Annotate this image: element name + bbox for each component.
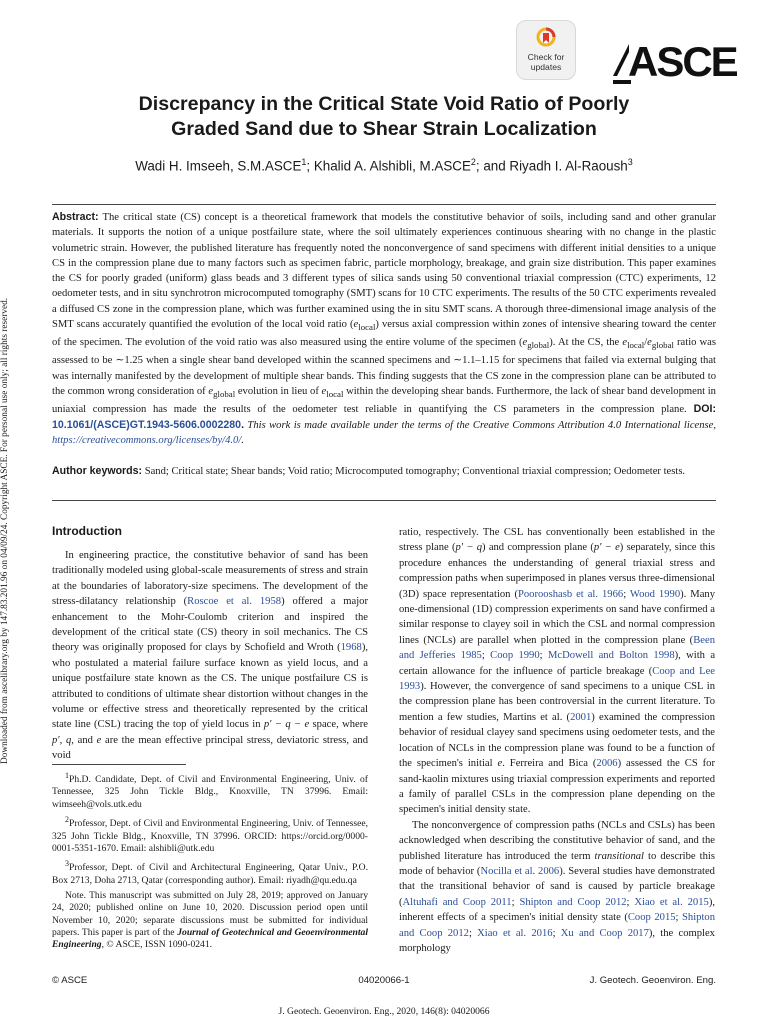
left-column-body: [52, 548, 368, 764]
badge-label: [517, 53, 575, 72]
sub-global: global: [527, 340, 550, 351]
download-notice-text: Downloaded from ascelibrary.org by 147.83.201.96 on 04/09/24. Copyright ASCE. For personal use only; all rights reserved.: [0, 297, 10, 764]
abstract-bottom-rule: [52, 500, 716, 501]
footer-copyright: © ASCE: [52, 975, 88, 986]
paragraph: [52, 548, 368, 764]
fn-mark: 1: [65, 771, 69, 780]
sub-local: local: [326, 389, 344, 400]
citation-link[interactable]: 2006: [596, 758, 618, 770]
citation-link[interactable]: Roscoe et al. 1958: [187, 596, 282, 608]
sym-e: e: [353, 318, 359, 330]
math: p′: [52, 734, 60, 746]
doi-label: DOI:: [686, 403, 716, 416]
math: p′ − q − e: [263, 719, 310, 731]
text: ) and compression plane (: [482, 542, 594, 554]
sym-e: e: [647, 337, 652, 349]
text: ). However, the convergence of sand specimens to a unique CSL in the compression plane has been controversial in the current literature. To mention a few studies, Martins et al. (: [399, 681, 715, 723]
abstract-label: Abstract:: [52, 211, 99, 223]
doi-link[interactable]: 10.1061/(ASCE)GT.1943-5606.0002280: [52, 418, 242, 431]
citation-link[interactable]: Nocilla et al. 2006: [480, 865, 560, 877]
doi-end: .: [241, 418, 245, 431]
text: The nonconvergence of compression paths (NCLs and CSLs) has been acknowledged when describing the constitutive behavior of sand, and the published literature has introduced the term: [399, 819, 715, 862]
text: ;: [511, 896, 520, 908]
text: ), the complex morphology: [399, 927, 715, 954]
text: space, where: [309, 719, 368, 731]
note-text: Note. This manuscript was submitted on July 28, 2019; approved on January 24, 2020; published online on June 10, 2020. Discussion period open until November 10, 2020; separate discussions must be submitted for individual papers. This paper is part of the: [52, 889, 368, 938]
abstract: [52, 210, 716, 448]
fn-mark: 2: [65, 815, 69, 825]
sub-global: global: [651, 340, 674, 351]
citation-link[interactable]: 2001: [570, 711, 592, 723]
abstract-text: The critical state (CS) concept is a theoretical framework that models the constitutive behavior of soils, including sand and other granular materials. It supports the notion of a unique postfailure state, where the soil ultimately experiences continuous shearing with no change in the plastic volumetric strain. However, the published literature has frequently noted the nonconvergence of sand specimens with different initial densities to a unique CS in the compression plane due to many factors such as specimen fabric, particle morphology, breakage, and grain size distribution. This paper examines the CS for poorly graded (uniform) glass beads and 3 different types of silica sands using 50 conventional triaxial compression (CTC) experiments, 12 oedometer tests, and in situ synchrotron microcomputed tomography (SMT) scans for 10 CTC experiments. The results of the 50 CTC experiments revealed a diffused CS zone in the compression plane, which was further examined using the in situ SMT scans. A thorough three-dimensional image analysis of the SMT scans accurately quantified the evolution of the local void ratio (: [52, 212, 716, 330]
affil-3: 3: [627, 157, 633, 167]
text: are the mean effective principal stress, deviatoric stress, and void: [52, 734, 369, 762]
asce-logo-text: ASCE: [628, 38, 737, 85]
keywords-text: Sand; Critical state; Shear bands; Void ratio; Microcomputed tomography; Conventional triaxial compression; Oedometer tests.: [142, 466, 686, 477]
author-keywords: [52, 464, 716, 480]
bottom-citation: J. Geotech. Geoenviron. Eng., 2020, 146(8): 04020066: [278, 1006, 490, 1017]
text: ). Several studies have demonstrated that the transitional behavior of sand is caused by particle breakage (: [399, 865, 715, 908]
paper-title: [60, 92, 708, 142]
footnotes: [52, 770, 368, 954]
footer-page-id: 04020066-1: [358, 975, 410, 986]
text: ,: [59, 734, 66, 746]
sym-e: e: [622, 337, 628, 349]
abstract-text: within the developing shear bands. Furthermore, the lack of shear band development in uniaxial compression has made the results of the oedometer test reliable in quantifying the CS parameters in the compression plane.: [52, 385, 716, 416]
abstract-text: evolution in lieu of: [235, 385, 322, 397]
badge-line2: updates: [530, 61, 562, 72]
footnote-3: [52, 858, 368, 887]
submission-note: [52, 890, 368, 951]
citation-link[interactable]: Altuhafi and Coop 2011: [402, 896, 512, 908]
title-line-2: Graded Sand due to Shear Strain Localization: [171, 118, 597, 140]
download-notice: [0, 244, 10, 764]
text: ) examined the compression behavior of residual clayey sand specimens using oedometer tests, and the location of NCLs in the compression plane was found to be a function of the specimen's initial: [399, 711, 715, 770]
sym-e: e: [321, 385, 327, 397]
citation-link[interactable]: McDowell and Bolton 1998: [547, 650, 675, 662]
text: ) offered a major enhancement to the Mohr-Coulomb criterion and inspired the development of the critical state (CS) theory in soil mechanics. The CS theory was originally proposed for clays by Schofield and Wroth (: [52, 596, 368, 654]
bookmark-ribbon-icon: [536, 27, 556, 47]
footnote-rule: [52, 764, 186, 765]
text: ), with a certain allowance for the influence of particle breakage (: [399, 650, 716, 677]
footnote-1: [52, 770, 368, 811]
sym-e: e: [208, 385, 214, 397]
text: ;: [481, 650, 491, 662]
math: q: [65, 734, 72, 746]
sym-e: e: [522, 337, 528, 349]
license-link[interactable]: https://creativecommons.org/licenses/by/4.0/: [52, 434, 242, 446]
text: ;: [623, 588, 630, 600]
keywords-label: Author keywords:: [52, 465, 143, 477]
math: e: [96, 734, 102, 746]
license-end: .: [241, 434, 244, 446]
section-heading-introduction: Introduction: [52, 524, 122, 538]
term: transitional: [594, 850, 644, 862]
text: In engineering practice, the constitutive behavior of sand has been traditionally modeled using global-scale measurements of stress and strain at the boundaries of laboratory-size specimens. The development of the stress-dilatancy relationship (: [52, 550, 368, 608]
badge-line1: Check for: [527, 52, 565, 62]
text: ), who postulated a material failure surface known as yield locus, and a unique postfailure state known as the CS. The unique postfailure CS is attributed to conditions of ultimate shear distortion without changes in the volume or effective stress and theoretically represented by the critical state line (CSL) tracing the top of yield locus in: [52, 642, 368, 731]
text: ;: [626, 896, 635, 908]
sub-local: local: [627, 340, 645, 351]
sub-local: local: [358, 321, 376, 332]
text: ;: [539, 650, 548, 662]
abstract-text: ratio was assessed to be ∼1.25 when a single shear band developed within the scanned specimens and ∼1.1–1.15 for specimens that failed via external bulging that was internally manifested by the development of multiple shear bands. This finding suggests that the CS zone in the compression plane can be attributed to the common wrong consideration of: [52, 337, 717, 397]
right-column-body: [399, 525, 715, 956]
text: ratio, respectively. The CSL has conventionally been established in the stress plane (: [399, 527, 715, 554]
sub-global: global: [213, 389, 236, 400]
text: to describe this mode of behavior (: [399, 850, 715, 877]
math: e: [497, 758, 503, 770]
asce-logo: [611, 40, 741, 84]
citation-link[interactable]: 1968: [340, 642, 362, 654]
author-3: ; and Riyadh I. Al-Raoush: [475, 158, 628, 174]
abstract-top-rule: [52, 204, 716, 205]
abstract-text: ) versus axial compression within zones of intensive shearing toward the center of the specimen. The evolution of the void ratio was also measured using the entire volume of the specimen (: [52, 318, 716, 349]
affil-1: 1: [301, 157, 307, 167]
author-2: ; Khalid A. Alshibli, M.ASCE: [306, 158, 471, 174]
text: ;: [552, 927, 561, 939]
text: ), inherent effects of a specimen's initial density state (: [399, 896, 715, 924]
text: . Ferreira and Bica (: [502, 758, 597, 770]
author-1: Wadi H. Imseeh, S.M.ASCE: [135, 158, 302, 174]
text: , and: [71, 734, 97, 746]
footnote-2: [52, 814, 368, 855]
text: ;: [675, 912, 683, 924]
math: p′ − e: [593, 542, 620, 554]
license-text: This work is made available under the terms of the Creative Commons Attribution 4.0 International license,: [244, 419, 716, 431]
text: ). Many one-dimensional (1D) compression experiments on sand have confirmed a similar response to clayey soil in which the CSL and normal compression lines (NCLs) are parallel when plotted in the compression plane (: [399, 588, 715, 646]
citation-link[interactable]: Xiao et al. 2016: [477, 927, 553, 939]
author-list: [40, 157, 728, 173]
affil-2: 2: [470, 157, 476, 167]
fn-text: Ph.D. Candidate, Dept. of Civil and Environmental Engineering, Univ. of Tennessee, 325 John Tickle Bldg., Knoxville, TN 37996. Email: wimseeh@vols.utk.edu: [52, 774, 368, 810]
note-text: , © ASCE, ISSN 1090-0241.: [101, 939, 213, 951]
text: ) separately, since this procedure enhances the understanding of general triaxial stress and compression paths when superimposed in planes versus three-dimensional (3D) space representation (: [399, 542, 716, 600]
check-for-updates-badge[interactable]: [516, 20, 576, 80]
citation-link[interactable]: Shipton and Coop 2012: [519, 896, 627, 908]
math: p′ − q: [455, 542, 483, 554]
citation-link[interactable]: Wood 1990: [629, 588, 681, 600]
citation-link[interactable]: Coop and Lee 1993: [399, 665, 715, 693]
sym-slash: /: [644, 337, 648, 349]
citation-link[interactable]: Been and Jefferies 1985: [399, 634, 715, 662]
abstract-text: ). At the CS, the: [549, 337, 623, 349]
text: ) assessed the CS for sand-kaolin mixtures using triaxial compression experiments and reported a family of parallel CSLs in the compression plane depending on the specimen's initial density state.: [399, 758, 715, 816]
journal-name: Journal of Geotechnical and Geoenvironmental Engineering: [52, 926, 368, 951]
footer-journal: J. Geotech. Geoenviron. Eng.: [589, 975, 716, 986]
paragraph: [399, 525, 715, 818]
fn-text: Professor, Dept. of Civil and Environmental Engineering, Univ. of Tennessee, 325 John Tickle Bldg., Knoxville, TN 37996. ORCID: https://orcid.org/0000-0001-5351-1670. Email: alshibli@utk.edu: [52, 818, 368, 854]
citation-link[interactable]: Coop 2015: [627, 912, 676, 924]
citation-link[interactable]: Shipton and Coop 2012: [399, 912, 715, 939]
citation-link[interactable]: Xu and Coop 2017: [560, 927, 649, 939]
citation-link[interactable]: Xiao et al. 2015: [634, 896, 709, 908]
fn-text: Professor, Dept. of Civil and Architectural Engineering, Qatar Univ., P.O. Box 2713, Doha 2713, Qatar (corresponding author). Email: riyadh@qu.edu.qa: [52, 862, 368, 886]
citation-link[interactable]: Coop 1990: [490, 650, 540, 662]
paragraph: [399, 818, 715, 957]
title-line-1: Discrepancy in the Critical State Void Ratio of Poorly: [138, 93, 630, 115]
text: ;: [468, 927, 478, 939]
fn-mark: 3: [65, 859, 69, 869]
citation-link[interactable]: Poorooshasb et al. 1966: [517, 588, 624, 600]
